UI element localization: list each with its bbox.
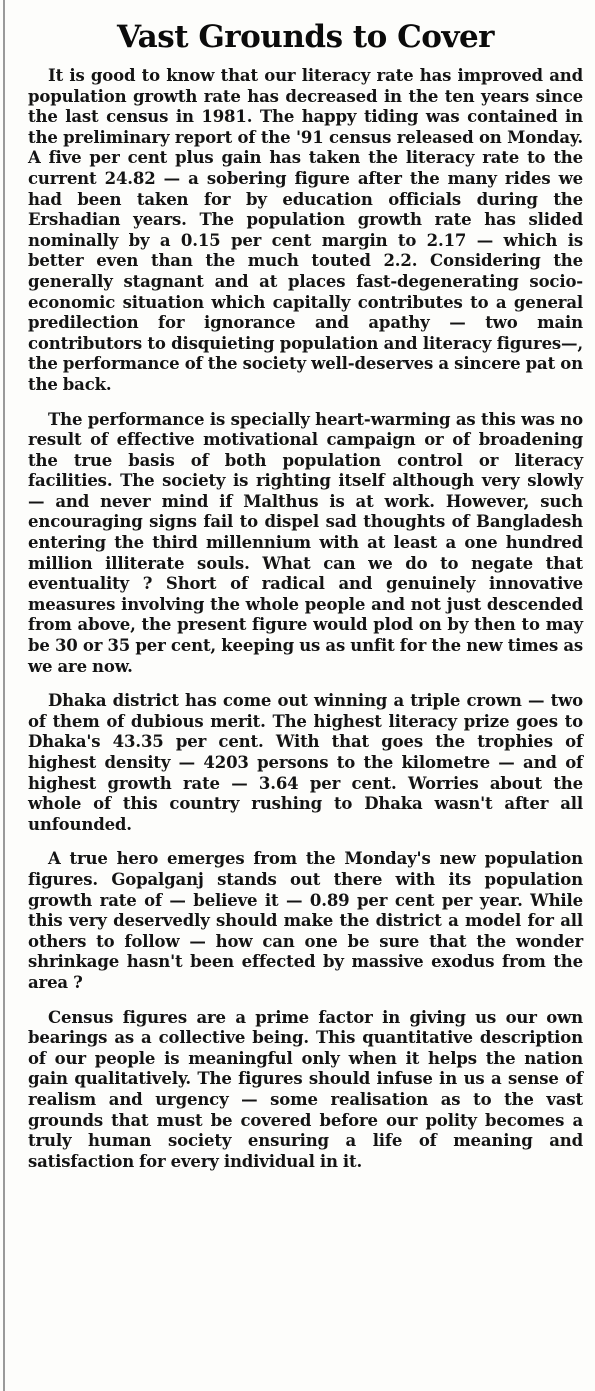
article-paragraph: The performance is specially heart-warming as this was no result of effective motivational campaign or of broadening the true basis of both population control or literacy facilities. The society is righting itself although very slowly — and never mind if Malthus is at work. However, such encouraging signs fail to dispel sad thoughts of Bangladesh entering the third millennium with at least a one hundred million illiterate souls. What can we do to negate that eventuality ? Short of radical and genuinely innovative measures involving the whole people and not just descended from above, the present figure would plod on by then to may be 30 or 35 per cent, keeping us as unfit for the new times as we are now.: [28, 409, 583, 676]
article-paragraph: A true hero emerges from the Monday's new population figures. Gopalganj stands out there with its population growth rate of — believe it — 0.89 per cent per year. While this very deservedly should make the district a model for all others to follow — how can one be sure that the wonder shrinkage hasn't been effected by massive exodus from the area ?: [28, 849, 583, 992]
column-rule: [3, 0, 5, 1391]
article-paragraph: Census figures are a prime factor in giving us our own bearings as a collective being. This quantitative description of our people is meaningful only when it helps the nation gain qualitatively. The figures should infuse in us a sense of realism and urgency — some realisation as to the vast grounds that must be covered before our polity becomes a truly human society ensuring a life of meaning and satisfaction for every individual in it.: [28, 1007, 583, 1171]
article-headline: Vast Grounds to Cover: [116, 19, 495, 55]
article-paragraph: Dhaka district has come out winning a triple crown — two of them of dubious merit. The highest literacy prize goes to Dhaka's 43.35 per cent. With that goes the trophies of highest density — 4203 persons to the kilometre — and of highest growth rate — 3.64 per cent. Worries about the whole of this country rushing to Dhaka wasn't after all unfounded.: [28, 691, 583, 834]
article-paragraph: It is good to know that our literacy rate has improved and population growth rate has decreased in the ten years since the last census in 1981. The happy tiding was contained in the preliminary report of the '91 census released on Monday. A five per cent plus gain has taken the literacy rate to the current 24.82 — a sobering figure after the many rides we had been taken for by education officials during the Ershadian years. The population growth rate has slided nominally by a 0.15 per cent margin to 2.17 — which is better even than the much touted 2.2. Considering the generally stagnant and at places fast-degenerating socio-economic situation which capitally contributes to a general predilection for ignorance and apathy — two main contributors to disquieting population and literacy figures—, the performance of the society well-deserves a sincere pat on the back.: [28, 66, 583, 394]
article-body: [28, 66, 583, 1172]
